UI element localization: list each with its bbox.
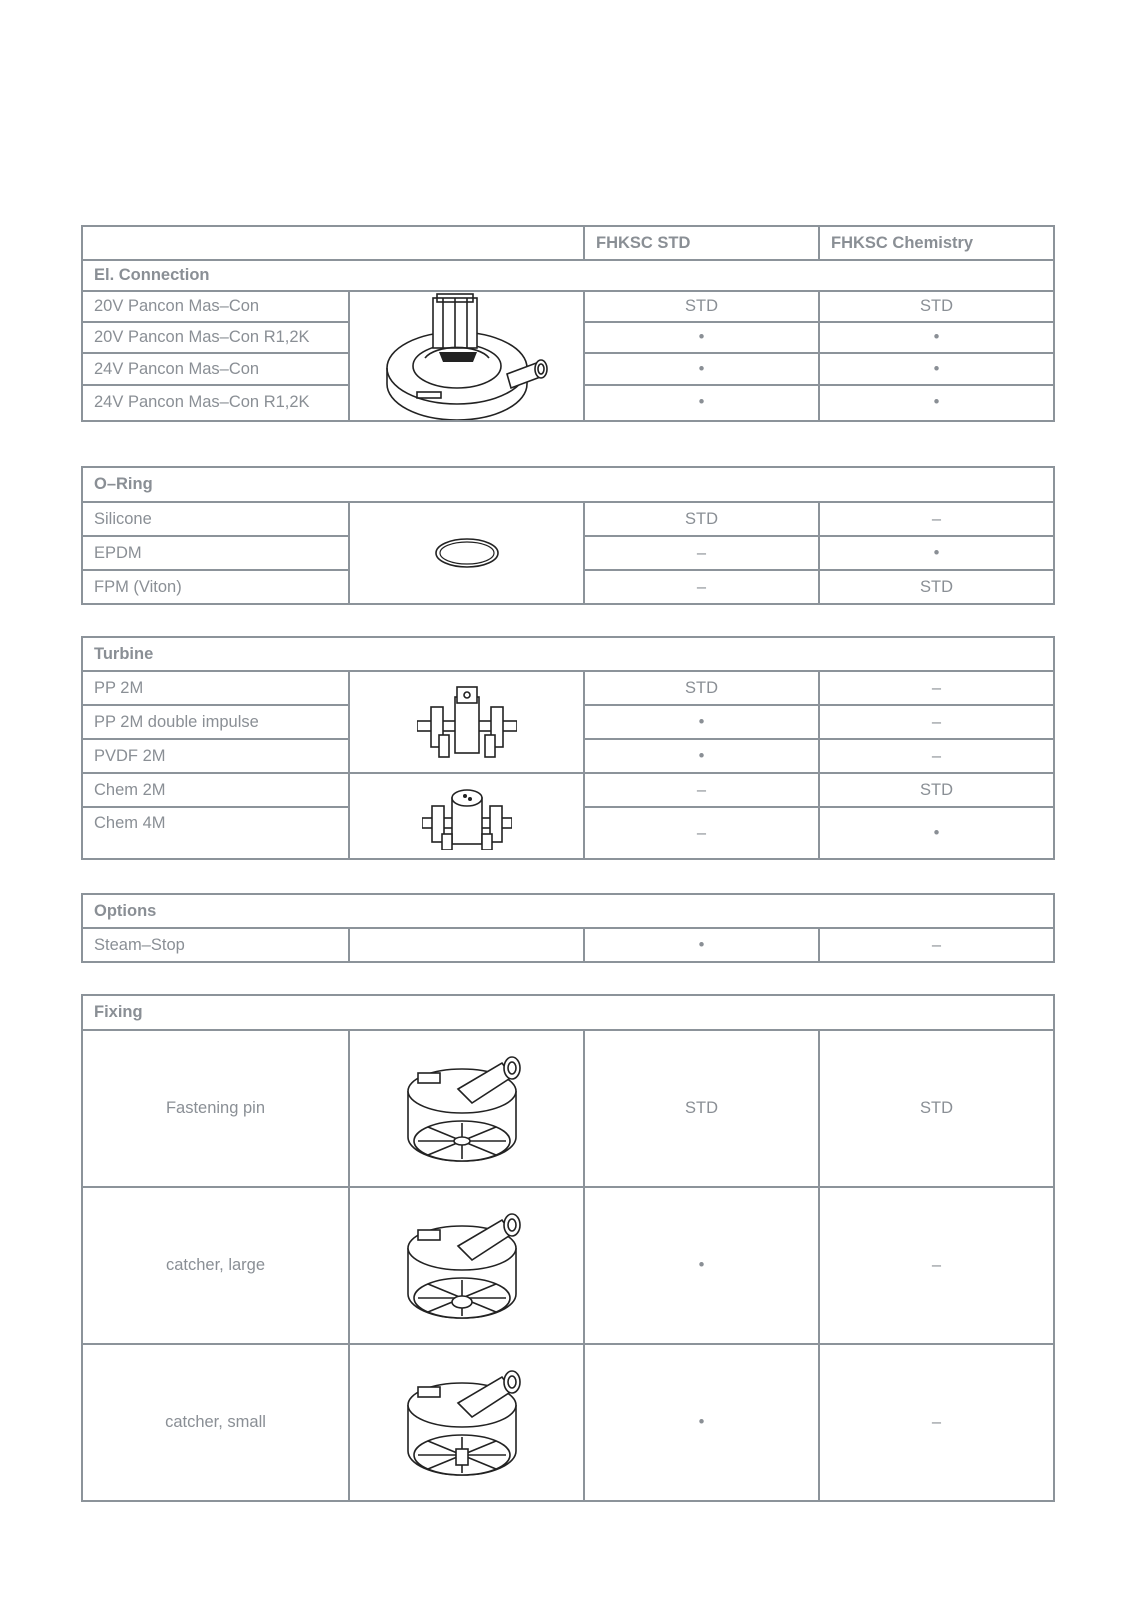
value-std: • (584, 1187, 819, 1344)
value-std: • (584, 322, 819, 353)
row-label: PP 2M (82, 671, 349, 705)
value-std: • (584, 928, 819, 962)
o-ring-table (81, 466, 1055, 605)
value-chemistry: • (819, 322, 1054, 353)
value-std: – (584, 807, 819, 859)
el-connection-table (81, 225, 1055, 422)
sensor-housing-icon (402, 1051, 532, 1167)
turbine-chem-illustration (349, 773, 584, 859)
value-chemistry: – (819, 705, 1054, 739)
column-header-std: FHKSC STD (584, 226, 819, 260)
connector-illustration (349, 291, 584, 421)
value-chemistry: – (819, 502, 1054, 536)
row-label: Chem 2M (82, 773, 349, 807)
row-label: FPM (Viton) (82, 570, 349, 604)
header-blank (82, 226, 584, 260)
value-std: STD (584, 671, 819, 705)
row-label: 24V Pancon Mas–Con R1,2K (82, 385, 349, 421)
sensor-housing-icon (402, 1365, 532, 1481)
value-std: – (584, 536, 819, 570)
value-chemistry: – (819, 739, 1054, 773)
turbine-pp-illustration (349, 671, 584, 773)
row-label: 20V Pancon Mas–Con R1,2K (82, 322, 349, 353)
image-blank (349, 928, 584, 962)
section-title-el-connection: El. Connection (82, 260, 1054, 291)
value-std: – (584, 773, 819, 807)
value-chemistry: STD (819, 570, 1054, 604)
value-std: • (584, 705, 819, 739)
value-std: • (584, 353, 819, 384)
value-chemistry: STD (819, 773, 1054, 807)
sensor-housing-icon (402, 1208, 532, 1324)
row-label: EPDM (82, 536, 349, 570)
row-label: 20V Pancon Mas–Con (82, 291, 349, 322)
row-label: catcher, small (82, 1344, 349, 1501)
value-chemistry: – (819, 671, 1054, 705)
o-ring-illustration (349, 502, 584, 604)
value-chemistry: • (819, 385, 1054, 421)
value-std: STD (584, 291, 819, 322)
column-header-chemistry: FHKSC Chemistry (819, 226, 1054, 260)
value-chemistry: STD (819, 291, 1054, 322)
value-std: – (584, 570, 819, 604)
value-std: • (584, 1344, 819, 1501)
row-label: 24V Pancon Mas–Con (82, 353, 349, 384)
section-title-turbine: Turbine (82, 637, 1054, 671)
catcher-small-illustration (349, 1344, 584, 1501)
fixing-table (81, 994, 1055, 1502)
catcher-large-illustration (349, 1187, 584, 1344)
sensor-connector-icon (377, 292, 557, 420)
options-table (81, 893, 1055, 963)
o-ring-icon (432, 535, 502, 571)
fastening-pin-illustration (349, 1030, 584, 1187)
value-chemistry: • (819, 353, 1054, 384)
value-std: • (584, 385, 819, 421)
value-std: STD (584, 502, 819, 536)
row-label: PVDF 2M (82, 739, 349, 773)
row-label: catcher, large (82, 1187, 349, 1344)
value-chemistry: – (819, 928, 1054, 962)
value-chemistry: • (819, 807, 1054, 859)
section-title-o-ring: O–Ring (82, 467, 1054, 502)
row-label: Steam–Stop (82, 928, 349, 962)
value-std: • (584, 739, 819, 773)
turbine-rotor-icon (417, 685, 517, 759)
section-title-fixing: Fixing (82, 995, 1054, 1030)
row-label: Chem 4M (82, 807, 349, 859)
value-chemistry: – (819, 1344, 1054, 1501)
value-chemistry: – (819, 1187, 1054, 1344)
turbine-table (81, 636, 1055, 860)
row-label: PP 2M double impulse (82, 705, 349, 739)
value-std: STD (584, 1030, 819, 1187)
value-chemistry: • (819, 536, 1054, 570)
section-title-options: Options (82, 894, 1054, 928)
value-chemistry: STD (819, 1030, 1054, 1187)
row-label: Fastening pin (82, 1030, 349, 1187)
row-label: Silicone (82, 502, 349, 536)
turbine-chem-rotor-icon (422, 782, 512, 850)
